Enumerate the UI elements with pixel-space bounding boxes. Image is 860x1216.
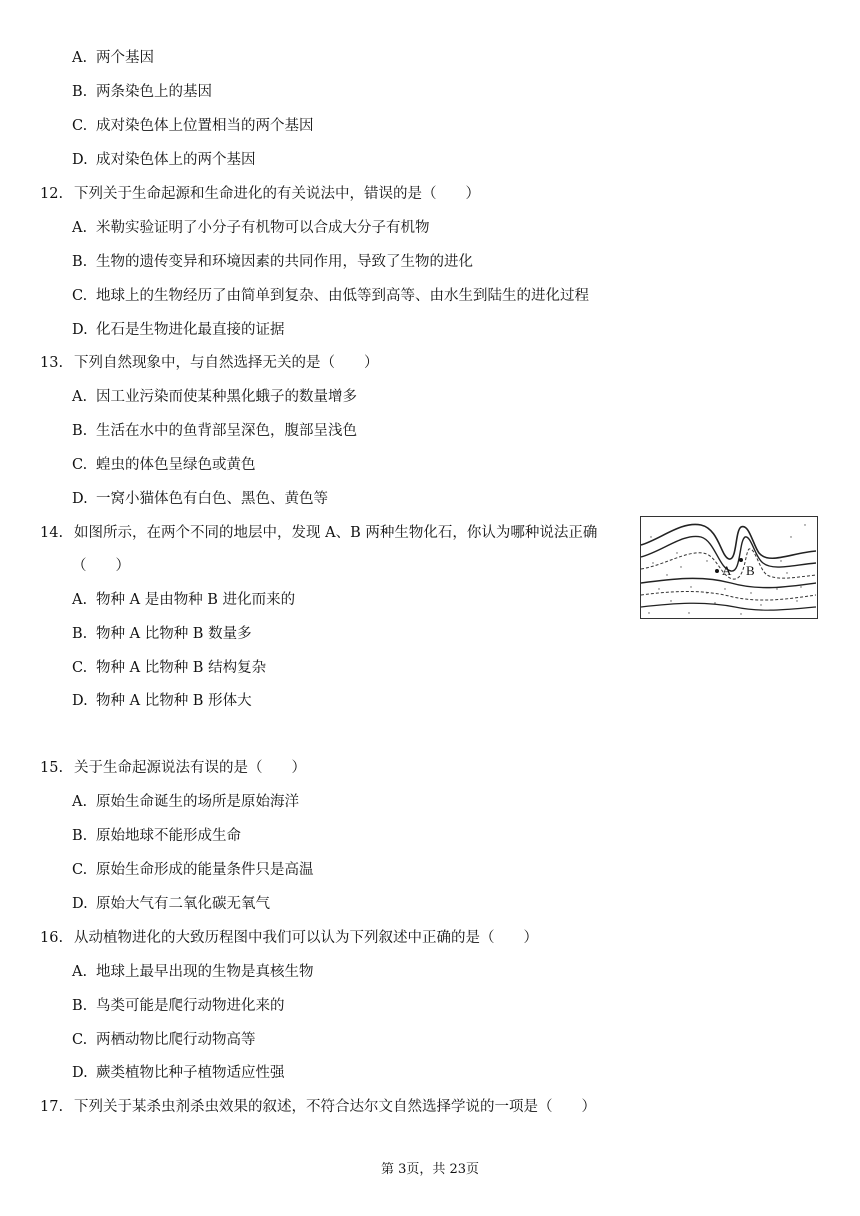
option-text: 原始生命诞生的场所是原始海洋 bbox=[96, 794, 299, 810]
option-letter: C. bbox=[72, 457, 88, 473]
option-letter: C. bbox=[72, 1032, 88, 1048]
q15-option-d bbox=[72, 894, 270, 914]
q11-option-b bbox=[72, 82, 212, 102]
option-letter: B. bbox=[72, 998, 88, 1014]
question-text: 下列自然现象中，与自然选择无关的是（ ） bbox=[74, 355, 379, 371]
stratum-line bbox=[641, 603, 816, 610]
stratum-line bbox=[641, 592, 816, 601]
q12-stem bbox=[40, 184, 480, 204]
option-letter: A. bbox=[72, 592, 88, 608]
option-letter: D. bbox=[72, 322, 88, 338]
q14-option-a bbox=[72, 590, 295, 610]
option-letter: A. bbox=[72, 964, 88, 980]
fossil-a-label: A bbox=[722, 563, 732, 578]
option-letter: C. bbox=[72, 660, 88, 676]
q16-option-d bbox=[72, 1063, 285, 1083]
option-letter: D. bbox=[72, 896, 88, 912]
q17-stem bbox=[40, 1097, 596, 1117]
question-number: 12. bbox=[40, 186, 64, 202]
question-text: 下列关于生命起源和生命进化的有关说法中，错误的是（ ） bbox=[74, 186, 480, 202]
option-letter: A. bbox=[72, 794, 88, 810]
option-text: 地球上的生物经历了由简单到复杂、由低等到高等、由水生到陆生的进化过程 bbox=[96, 288, 589, 304]
option-letter: B. bbox=[72, 84, 88, 100]
fossil-b-marker bbox=[739, 558, 743, 562]
option-text: 米勒实验证明了小分子有机物可以合成大分子有机物 bbox=[96, 220, 430, 236]
option-letter: D. bbox=[72, 491, 88, 507]
option-text: 成对染色体上的两个基因 bbox=[96, 152, 256, 168]
option-text: 蕨类植物比种子植物适应性强 bbox=[96, 1065, 285, 1081]
q16-option-b bbox=[72, 996, 285, 1016]
q11-option-d bbox=[72, 150, 256, 170]
fossil-a-marker bbox=[715, 569, 719, 573]
option-letter: D. bbox=[72, 152, 88, 168]
option-text: 两条染色上的基因 bbox=[96, 84, 212, 100]
question-number: 15. bbox=[40, 760, 64, 776]
option-letter: B. bbox=[72, 626, 88, 642]
q16-option-a bbox=[72, 962, 314, 982]
q15-stem bbox=[40, 758, 306, 778]
question-text: 从动植物进化的大致历程图中我们可以认为下列叙述中正确的是（ ） bbox=[74, 930, 538, 946]
option-text: 两栖动物比爬行动物高等 bbox=[96, 1032, 256, 1048]
q14-stem bbox=[40, 523, 597, 543]
option-letter: D. bbox=[72, 1065, 88, 1081]
q12-option-b bbox=[72, 252, 473, 272]
option-text: 原始地球不能形成生命 bbox=[96, 828, 241, 844]
option-letter: A. bbox=[72, 220, 88, 236]
fossil-b-label: B bbox=[746, 563, 755, 578]
q15-option-a bbox=[72, 792, 299, 812]
q14-option-d bbox=[72, 691, 252, 711]
option-text: 两个基因 bbox=[96, 50, 154, 66]
option-letter: B. bbox=[72, 254, 88, 270]
option-text: 因工业污染而使某种黑化蛾子的数量增多 bbox=[96, 389, 357, 405]
option-text: 物种 A 比物种 B 形体大 bbox=[96, 693, 252, 709]
option-text: 物种 A 比物种 B 数量多 bbox=[96, 626, 252, 642]
option-letter: B. bbox=[72, 828, 88, 844]
option-text: 地球上最早出现的生物是真核生物 bbox=[96, 964, 314, 980]
question-number: 17. bbox=[40, 1099, 64, 1115]
q14-option-c bbox=[72, 658, 266, 678]
option-text: 生活在水中的鱼背部呈深色，腹部呈浅色 bbox=[96, 423, 357, 439]
option-letter: A. bbox=[72, 389, 88, 405]
q14-stem-cont: （ ） bbox=[72, 558, 130, 574]
option-text: 物种 A 比物种 B 结构复杂 bbox=[96, 660, 267, 676]
stratum-line bbox=[641, 524, 816, 559]
option-text: 原始生命形成的能量条件只是高温 bbox=[96, 862, 314, 878]
option-letter: C. bbox=[72, 862, 88, 878]
stratum-line bbox=[641, 578, 816, 587]
q11-option-a bbox=[72, 48, 154, 68]
option-letter: D. bbox=[72, 693, 88, 709]
q16-stem bbox=[40, 928, 538, 948]
q12-option-c bbox=[72, 286, 589, 306]
q13-option-d bbox=[72, 489, 328, 509]
option-text: 成对染色体上位置相当的两个基因 bbox=[96, 118, 314, 134]
q13-option-c bbox=[72, 455, 256, 475]
q14-option-b bbox=[72, 624, 252, 644]
q12-option-a bbox=[72, 218, 430, 238]
option-letter: A. bbox=[72, 50, 88, 66]
option-text: 生物的遗传变异和环境因素的共同作用，导致了生物的进化 bbox=[96, 254, 473, 270]
option-letter: C. bbox=[72, 118, 88, 134]
option-text: 蝗虫的体色呈绿色或黄色 bbox=[96, 457, 256, 473]
option-text: 一窝小猫体色有白色、黑色、黄色等 bbox=[96, 491, 328, 507]
question-text: 如图所示，在两个不同的地层中，发现 A、B 两种生物化石，你认为哪种说法正确 bbox=[74, 525, 598, 541]
option-text: 鸟类可能是爬行动物进化来的 bbox=[96, 998, 285, 1014]
q12-option-d bbox=[72, 320, 285, 340]
option-text: 化石是生物进化最直接的证据 bbox=[96, 322, 285, 338]
option-letter: C. bbox=[72, 288, 88, 304]
option-text: 原始大气有二氧化碳无氧气 bbox=[96, 896, 270, 912]
q13-option-b bbox=[72, 421, 357, 441]
question-number: 13. bbox=[40, 355, 64, 371]
question-text: 关于生命起源说法有误的是（ ） bbox=[74, 760, 306, 776]
strata-fossil-figure bbox=[640, 516, 818, 619]
q13-stem bbox=[40, 353, 379, 373]
q13-option-a bbox=[72, 387, 357, 407]
q11-option-c bbox=[72, 116, 314, 136]
question-number: 16. bbox=[40, 930, 64, 946]
q16-option-c bbox=[72, 1030, 256, 1050]
page-footer: 第 3页，共 23页 bbox=[380, 1162, 480, 1177]
option-letter: B. bbox=[72, 423, 88, 439]
q15-option-c bbox=[72, 860, 314, 880]
question-number: 14. bbox=[40, 525, 64, 541]
option-text: 物种 A 是由物种 B 进化而来的 bbox=[96, 592, 296, 608]
question-text: 下列关于某杀虫剂杀虫效果的叙述，不符合达尔文自然选择学说的一项是（ ） bbox=[74, 1099, 596, 1115]
strata-drawing bbox=[641, 517, 816, 617]
q15-option-b bbox=[72, 826, 241, 846]
